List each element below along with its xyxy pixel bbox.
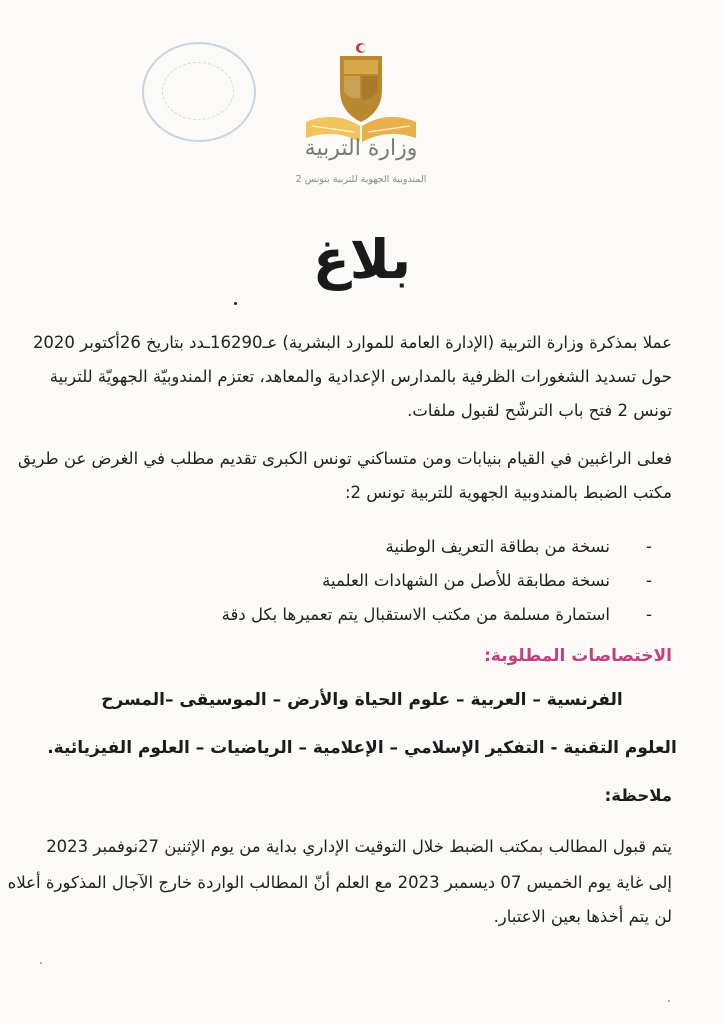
specialties-line1: الفرنسية – العربية – علوم الحياة والأرض – الموسيقى –المسرح (101, 690, 623, 710)
official-stamp (142, 42, 256, 142)
requirement-text: نسخة من بطاقة التعريف الوطنية (385, 537, 610, 556)
bullet-dash: - (646, 537, 652, 556)
scan-speck (668, 1000, 670, 1002)
list-item (108, 564, 652, 598)
requirement-text: نسخة مطابقة للأصل من الشهادات العلمية (322, 571, 610, 590)
requirements-list (108, 530, 652, 632)
paragraph1-line2: حول تسديد الشغورات الظرفية بالمدارس الإعدادية والمعاهد، تعتزم المندوبيّة الجهويّة للتربية (49, 367, 672, 386)
list-item (108, 598, 652, 632)
stray-dot (234, 302, 237, 305)
paragraph2-line1: فعلى الراغبين في القيام بنيابات ومن متساكني تونس الكبرى تقديم مطلب في الغرض عن طريق (18, 449, 672, 468)
scan-speck (40, 962, 42, 964)
stamp-inner-ring (162, 62, 234, 120)
commissariat-name: المندوبية الجهوية للتربية بتونس 2 (295, 174, 427, 185)
paragraph2-line2: مكتب الضبط بالمندوبية الجهوية للتربية تونس 2: (344, 483, 672, 502)
note-line2: إلى غاية يوم الخميس 07 ديسمبر 2023 مع العلم أنّ المطالب الواردة خارج الآجال المذكورة أعلاه (7, 873, 672, 892)
note-line3: لن يتم أخذها بعين الاعتبار. (493, 907, 672, 926)
specialties-heading: الاختصاصات المطلوبة: (484, 646, 672, 666)
bullet-dash: - (646, 571, 652, 590)
paragraph1-line1: عملا بمذكرة وزارة التربية (الإدارة العامة للموارد البشرية) عـ16290ـدد بتاريخ 26أكتوبر 2020 (32, 333, 672, 352)
list-item (108, 530, 652, 564)
document-title: بلاغ (312, 228, 412, 291)
note-line1: يتم قبول المطالب بمكتب الضبط خلال التوقيت الإداري بداية من يوم الإثنين 27نوفمبر 2023 (46, 837, 672, 856)
bullet-dash: - (646, 605, 652, 624)
ministry-name: وزارة التربية (304, 136, 418, 161)
requirement-text: استمارة مسلمة من مكتب الاستقبال يتم تعميرها بكل دقة (221, 605, 610, 624)
paragraph1-line3: تونس 2 فتح باب الترشّح لقبول ملفات. (407, 401, 672, 420)
specialties-line2: العلوم التقنية - التفكير الإسلامي – الإعلامية – الرياضيات – العلوم الفيزيائية. (47, 738, 677, 758)
note-heading: ملاحظة: (604, 786, 672, 805)
